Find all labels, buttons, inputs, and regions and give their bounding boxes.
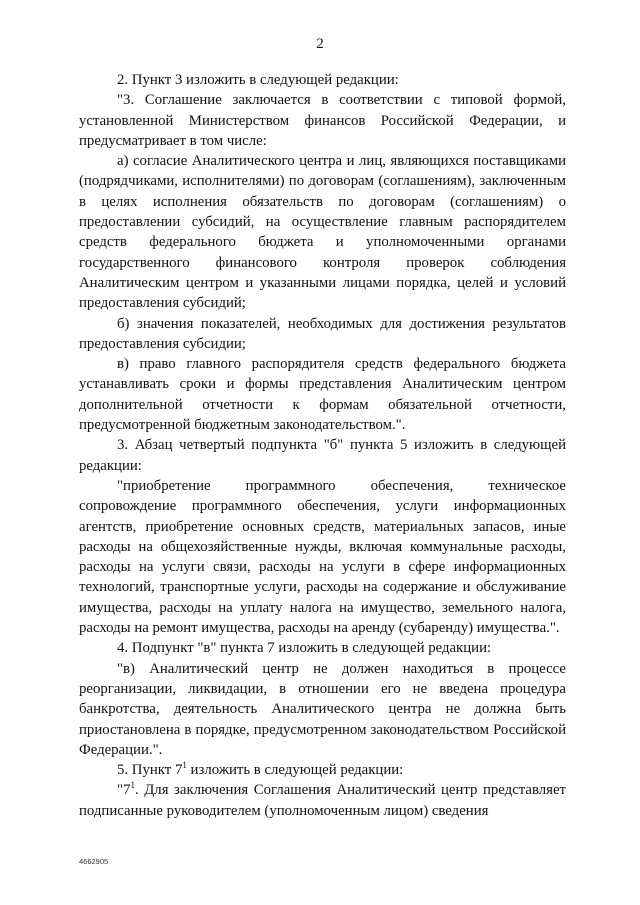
- paragraph-point-7-1-text: [79, 780, 566, 821]
- item-5-text-start: 5. Пункт 7: [117, 762, 183, 779]
- paragraph-point-3-text: "3. Соглашение заключается в соответствии с типовой формой, установленной Министерством финансов Российской Федерации, и предусматривает в том числе:: [79, 92, 566, 149]
- paragraph-item-3-heading: 3. Абзац четвертый подпункта "б" пункта 5 изложить в следующей редакции:: [79, 437, 566, 474]
- point-7-1-text-end: . Для заключения Соглашения Аналитический центр представляет подписанные руководителем (уполномоченным лицом) сведения: [79, 782, 566, 819]
- paragraph-subpoint-v: в) право главного распорядителя средств федерального бюджета устанавливать сроки и формы представления Аналитическим центром дополнительной отчетности к формам обязательной отчетности, предусмотренной бюджетным законодательством.".: [79, 356, 566, 434]
- paragraph-item-2-heading: 2. Пункт 3 изложить в следующей редакции:: [117, 72, 399, 88]
- page-number: 2: [316, 36, 324, 52]
- paragraph-item-4-heading: 4. Подпункт "в" пункта 7 изложить в следующей редакции:: [117, 640, 492, 657]
- item-5-superscript: 1: [182, 760, 187, 771]
- paragraph-item-4-text: "в) Аналитический центр не должен находиться в процессе реорганизации, ликвидации, в отношении его не введена процедура банкротства, деятельность Аналитического центра не должна быть приостановлена в порядке, предусмотренном законодательством Российской Федерации.".: [79, 660, 566, 758]
- document-body: [79, 70, 566, 821]
- point-7-1-superscript: 1: [130, 780, 135, 791]
- document-code: 4662905: [79, 857, 109, 866]
- paragraph-item-3-text: "приобретение программного обеспечения, техническое сопровождение программного обеспечения, услуги информационных агентств, приобретение основных средств, материальных запасов, иные расходы на общехозяйственные нужды, включая коммунальные расходы, расходы на услуги связи, расходы на услуги в сфере информационных технологий, транспортные услуги, расходы на содержание и обслуживание имущества, расходы на уплату налога на имущество, земельного налога, расходы на ремонт имущества, расходы на аренду (субаренду) имущества.".: [79, 477, 566, 637]
- paragraph-item-5-heading: [79, 760, 566, 780]
- paragraph-subpoint-b: б) значения показателей, необходимых для достижения результатов предоставления субсидии;: [79, 315, 566, 352]
- item-5-text-end: изложить в следующей редакции:: [186, 762, 404, 779]
- paragraph-subpoint-a: а) согласие Аналитического центра и лиц, являющихся поставщиками (подрядчиками, исполнителями) по договорам (соглашениям), заключенным в целях исполнения обязательств по договорам (соглашениям) о предоставлении субсидий, на осуществление главным распорядителем средств федерального бюджета и уполномоченными органами государственного финансового контроля проверок соблюдения Аналитическим центром и указанными лицами порядка, целей и условий предоставления субсидий;: [79, 153, 566, 312]
- point-7-1-text-start: "7: [117, 782, 131, 799]
